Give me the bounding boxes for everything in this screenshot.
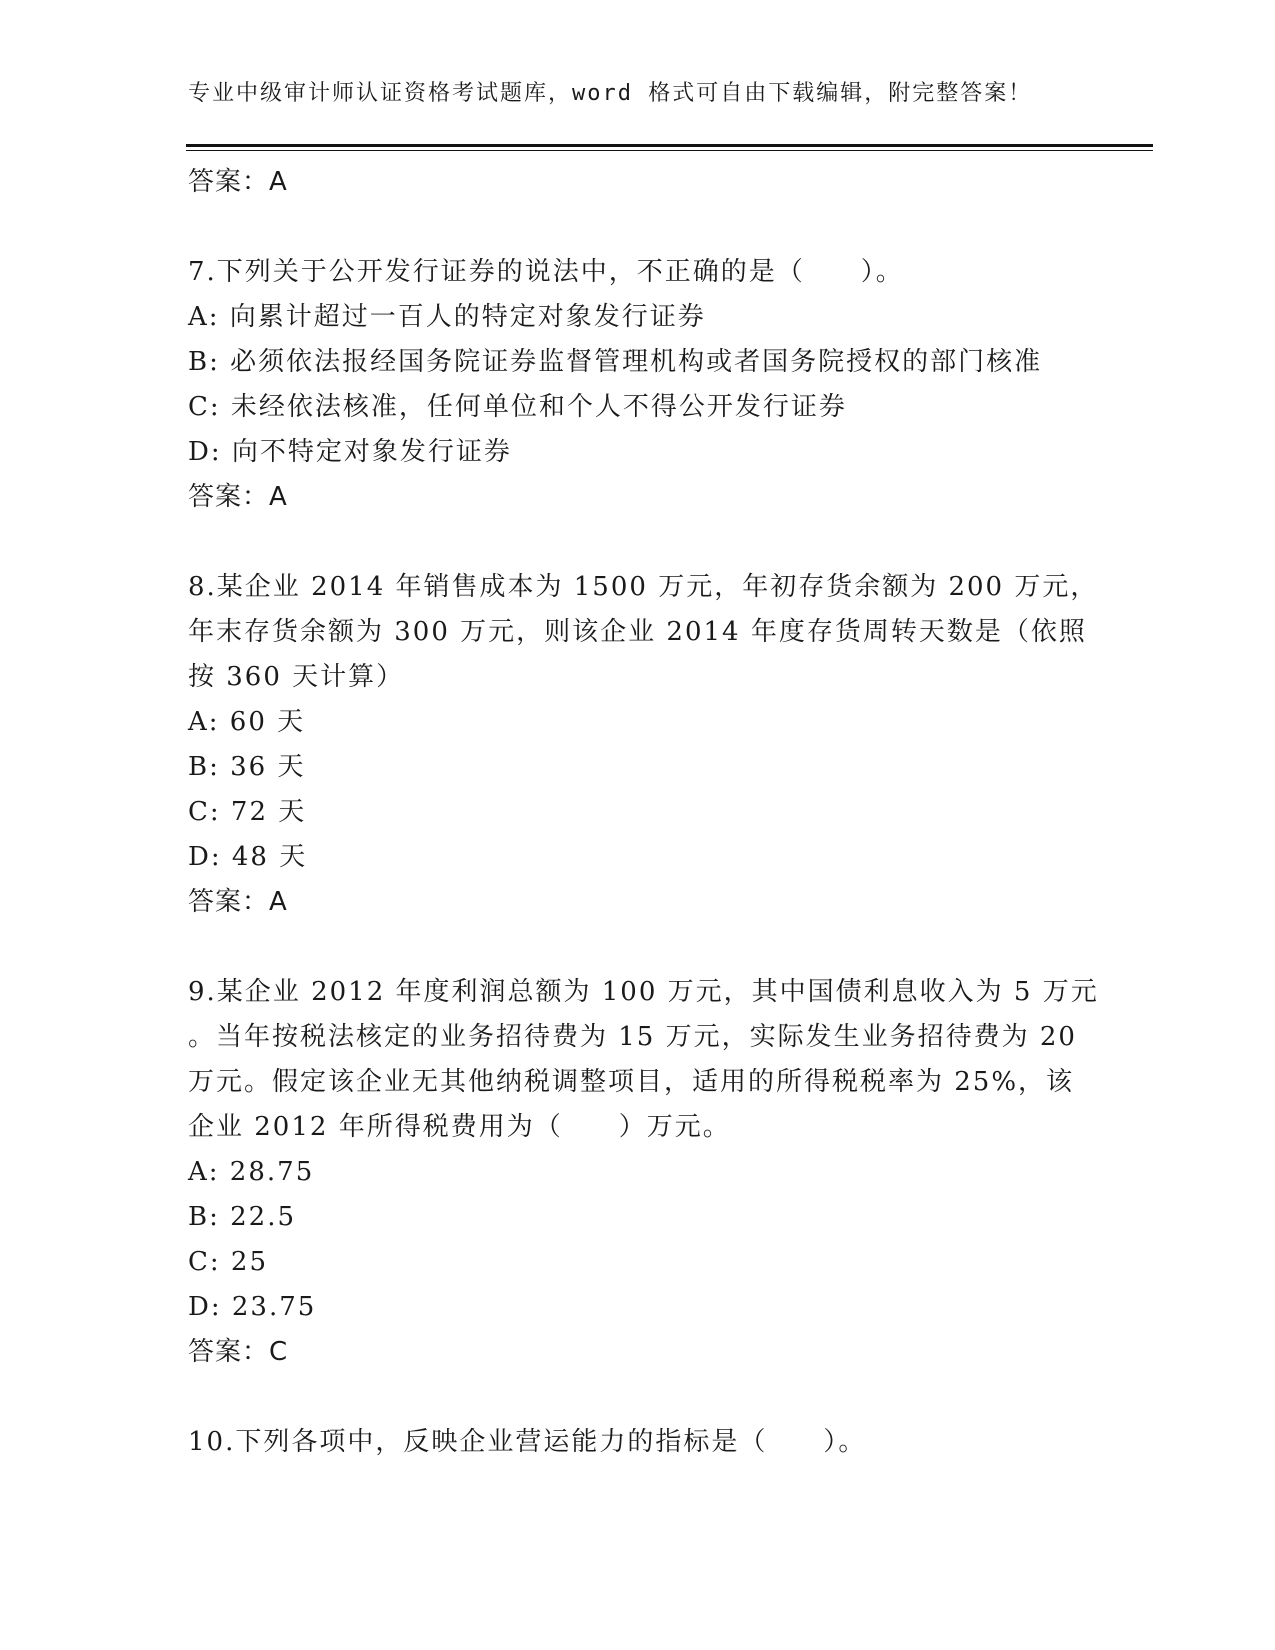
answer-line: 答案：A [188, 887, 288, 917]
header-divider-thick [186, 144, 1153, 147]
answer-line: 答案：A [188, 167, 288, 197]
question-stem [188, 1420, 1088, 1465]
option-a: A: 向累计超过一百人的特定对象发行证券 [188, 302, 706, 332]
answer-line: 答案：C [188, 1337, 289, 1367]
stem-line: 10.下列各项中，反映企业营运能力的指标是（ ）。 [188, 1427, 867, 1457]
question-9 [188, 970, 1099, 1375]
option-d: D: 向不特定对象发行证券 [188, 437, 512, 467]
stem-line: 万元。假定该企业无其他纳税调整项目，适用的所得税税率为 25%，该 [188, 1067, 1075, 1097]
option-b: B: 36 天 [188, 752, 306, 782]
stem-line: 企业 2012 年所得税费用为（ ）万元。 [188, 1112, 731, 1142]
stem-line: 7.下列关于公开发行证券的说法中，不正确的是（ ）。 [188, 257, 904, 287]
option-d: D: 23.75 [188, 1292, 317, 1322]
stem-line: 。当年按税法核定的业务招待费为 15 万元，实际发生业务招待费为 20 [188, 1022, 1077, 1052]
page-header: 专业中级审计师认证资格考试题库，word 格式可自由下载编辑，附完整答案！ [188, 81, 1033, 106]
stem-line: 9.某企业 2012 年度利润总额为 100 万元，其中国债利息收入为 5 万元 [188, 977, 1099, 1007]
question-stem [188, 970, 1099, 1150]
option-d: D: 48 天 [188, 842, 308, 872]
answer-line: 答案：A [188, 482, 288, 512]
stem-line: 年末存货余额为 300 万元，则该企业 2014 年度存货周转天数是（依照 [188, 617, 1087, 647]
question-stem [188, 565, 1099, 700]
question-7 [188, 250, 1088, 520]
stem-line: 8.某企业 2014 年销售成本为 1500 万元，年初存货余额为 200 万元， [188, 572, 1099, 602]
question-8 [188, 565, 1099, 925]
option-b: B: 必须依法报经国务院证券监督管理机构或者国务院授权的部门核准 [188, 347, 1043, 377]
stem-line: 按 360 天计算） [188, 662, 405, 692]
option-c: C: 25 [188, 1247, 269, 1277]
question-list [188, 160, 1099, 1465]
option-a: A: 28.75 [188, 1157, 315, 1187]
option-a: A: 60 天 [188, 707, 306, 737]
option-b: B: 22.5 [188, 1202, 297, 1232]
header-divider-thin [186, 150, 1153, 151]
option-c: C: 未经依法核准，任何单位和个人不得公开发行证券 [188, 392, 847, 422]
question-stem [188, 250, 1088, 295]
question-10 [188, 1420, 1088, 1465]
option-c: C: 72 天 [188, 797, 307, 827]
